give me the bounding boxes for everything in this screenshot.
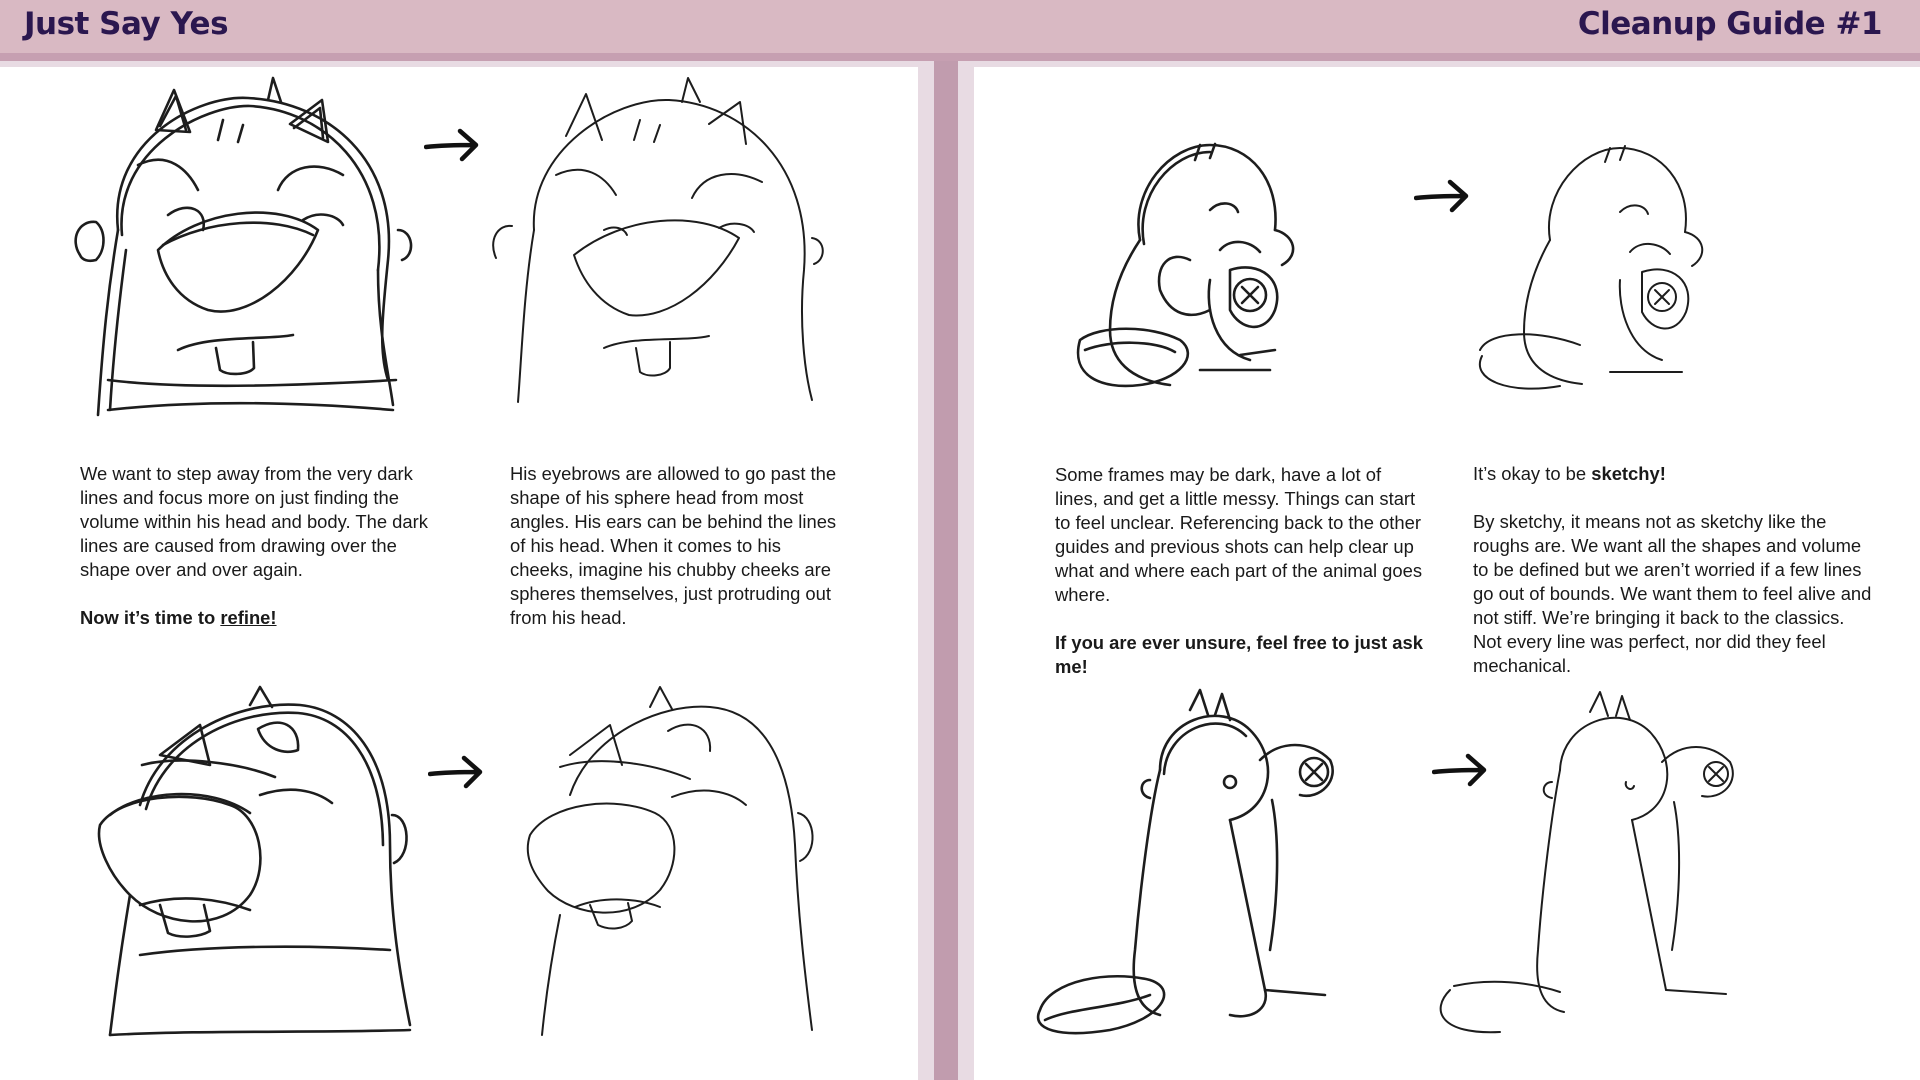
guide-title: Cleanup Guide #1 [1577, 6, 1882, 42]
clean-beaver-sitting-sketch [1470, 140, 1740, 400]
refine-prefix: Now it’s time to [80, 607, 221, 628]
ask-me-line: If you are ever unsure, feel free to just ask me! [1055, 632, 1423, 677]
clean-head-3q-sketch [520, 695, 820, 1040]
arrow-icon [424, 125, 480, 165]
refine-link[interactable]: refine! [220, 607, 277, 628]
messy-frames-paragraph: Some frames may be dark, have a lot of lines, and get a little messy. Things can start to feel unclear. Referencing back to the other guides and previous shots can help clear up what and where each part of the animal goes where. [1055, 464, 1423, 605]
clean-beaver-back-sketch [1410, 690, 1790, 1050]
sketchy-line [1473, 462, 1873, 486]
page-divider [934, 61, 958, 1080]
clean-head-front-sketch [494, 80, 824, 410]
sketchy-paragraph: By sketchy, it means not as sketchy like the roughs are. We want all the shapes and volume to be defined but we aren’t worried if a few lines go out of bounds. We want them to feel alive and not stiff. We’re bringing it back to the classics. Not every line was perfect, nor did they feel mechanical. [1473, 511, 1872, 676]
arrow-icon [1414, 176, 1470, 216]
arrow-icon [428, 752, 484, 792]
rough-beaver-sitting-sketch [1060, 140, 1330, 400]
rough-head-front-sketch [78, 80, 408, 420]
header-bar [0, 0, 1920, 61]
right-text-col2 [1473, 462, 1873, 678]
document-title: Just Say Yes [24, 6, 229, 42]
volume-paragraph: We want to step away from the very dark lines and focus more on just finding the volume within his head and body. The dark lines are caused from drawing over the shape over and over again. [80, 463, 428, 580]
left-text-col2 [510, 462, 842, 630]
right-text-col1 [1055, 463, 1425, 679]
rough-beaver-back-sketch [1010, 690, 1390, 1050]
refine-line [80, 606, 430, 630]
left-text-col1 [80, 462, 430, 630]
eyebrows-paragraph: His eyebrows are allowed to go past the shape of his sphere head from most angles. His ears can be behind the lines of his head. When it comes to his cheeks, imagine his chubby cheeks are spheres themselves, just protruding out from his head. [510, 463, 837, 628]
sketchy-bold: sketchy! [1591, 463, 1666, 484]
rough-head-3q-sketch [100, 695, 420, 1040]
sketchy-prefix: It’s okay to be [1473, 463, 1592, 484]
